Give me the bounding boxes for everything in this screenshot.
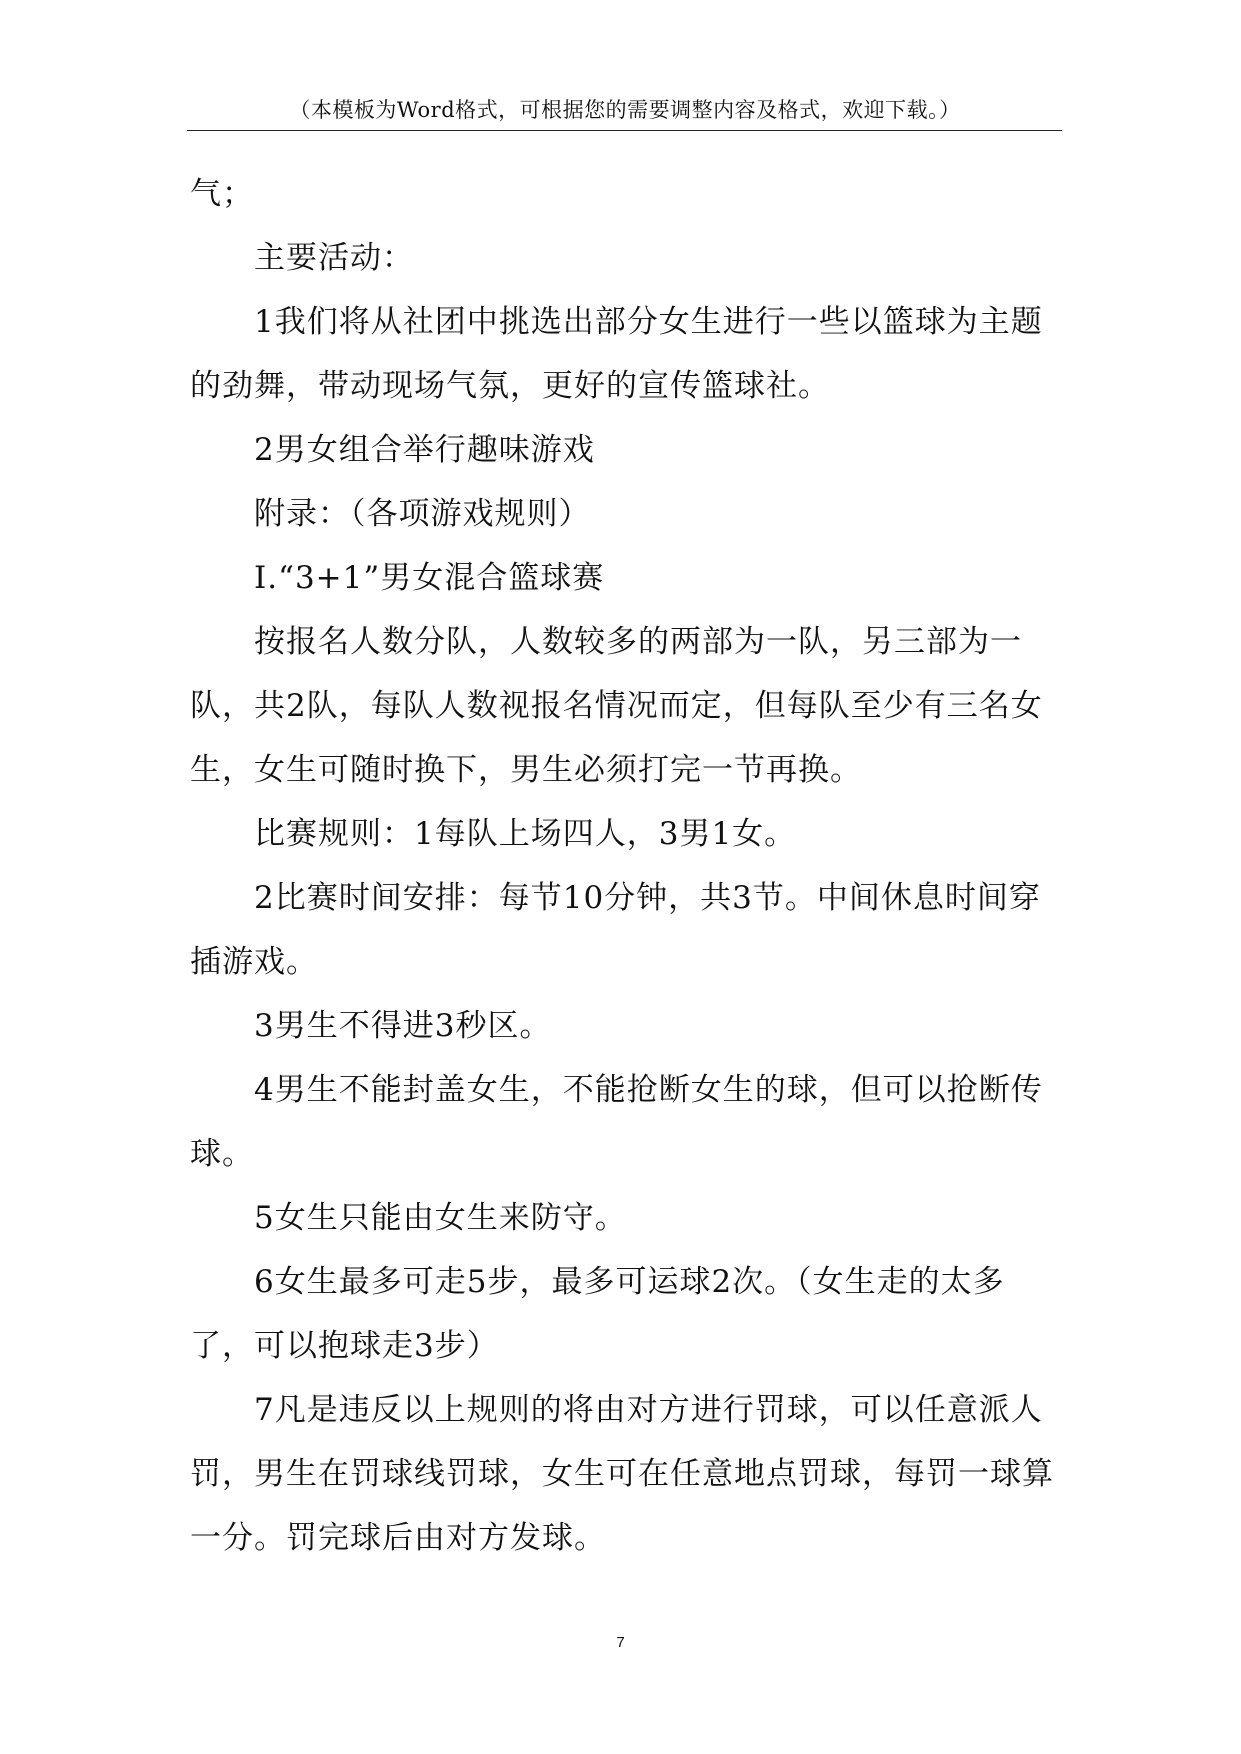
paragraph-rule-6: 6女生最多可走5步，最多可运球2次。（女生走的太多了，可以抱球走3步） xyxy=(190,1264,1005,1364)
header-divider xyxy=(187,130,1062,131)
paragraph-game-title: I.“3+1”男女混合篮球赛 xyxy=(254,560,605,596)
page-number: 7 xyxy=(616,1634,625,1651)
paragraph-rule-4: 4男生不能封盖女生，不能抢断女生的球，但可以抢断传球。 xyxy=(190,1072,1043,1172)
paragraph-activity-2: 2男女组合举行趣味游戏 xyxy=(254,432,595,468)
paragraph-rule-7: 7凡是违反以上规则的将由对方进行罚球，可以任意派人罚，男生在罚球线罚球，女生可在任意地点罚球，每罚一球算一分。罚完球后由对方发球。 xyxy=(190,1392,1054,1556)
paragraph-activity-1: 1我们将从社团中挑选出部分女生进行一些以篮球为主题的劲舞，带动现场气氛，更好的宣传篮球社。 xyxy=(190,304,1043,404)
header-notice: （本模板为Word格式，可根据您的需要调整内容及格式，欢迎下载。） xyxy=(289,98,961,122)
paragraph-rule-5: 5女生只能由女生来防守。 xyxy=(254,1200,627,1236)
paragraph-rule-3: 3男生不得进3秒区。 xyxy=(254,1008,552,1044)
paragraph-continuation: 气； xyxy=(190,176,254,212)
paragraph-rule-2: 2比赛时间安排：每节10分钟，共3节。中间休息时间穿插游戏。 xyxy=(190,880,1041,980)
document-body xyxy=(190,162,1060,1570)
paragraph-main-activities-heading: 主要活动： xyxy=(254,240,414,276)
paragraph-appendix-heading: 附录：（各项游戏规则） xyxy=(254,496,591,532)
paragraph-rule-1: 比赛规则：1每队上场四人，3男1女。 xyxy=(254,816,797,852)
paragraph-team-division: 按报名人数分队，人数较多的两部为一队，另三部为一队，共2队，每队人数视报名情况而定，但每队至少有三名女生，女生可随时换下，男生必须打完一节再换。 xyxy=(190,624,1043,788)
